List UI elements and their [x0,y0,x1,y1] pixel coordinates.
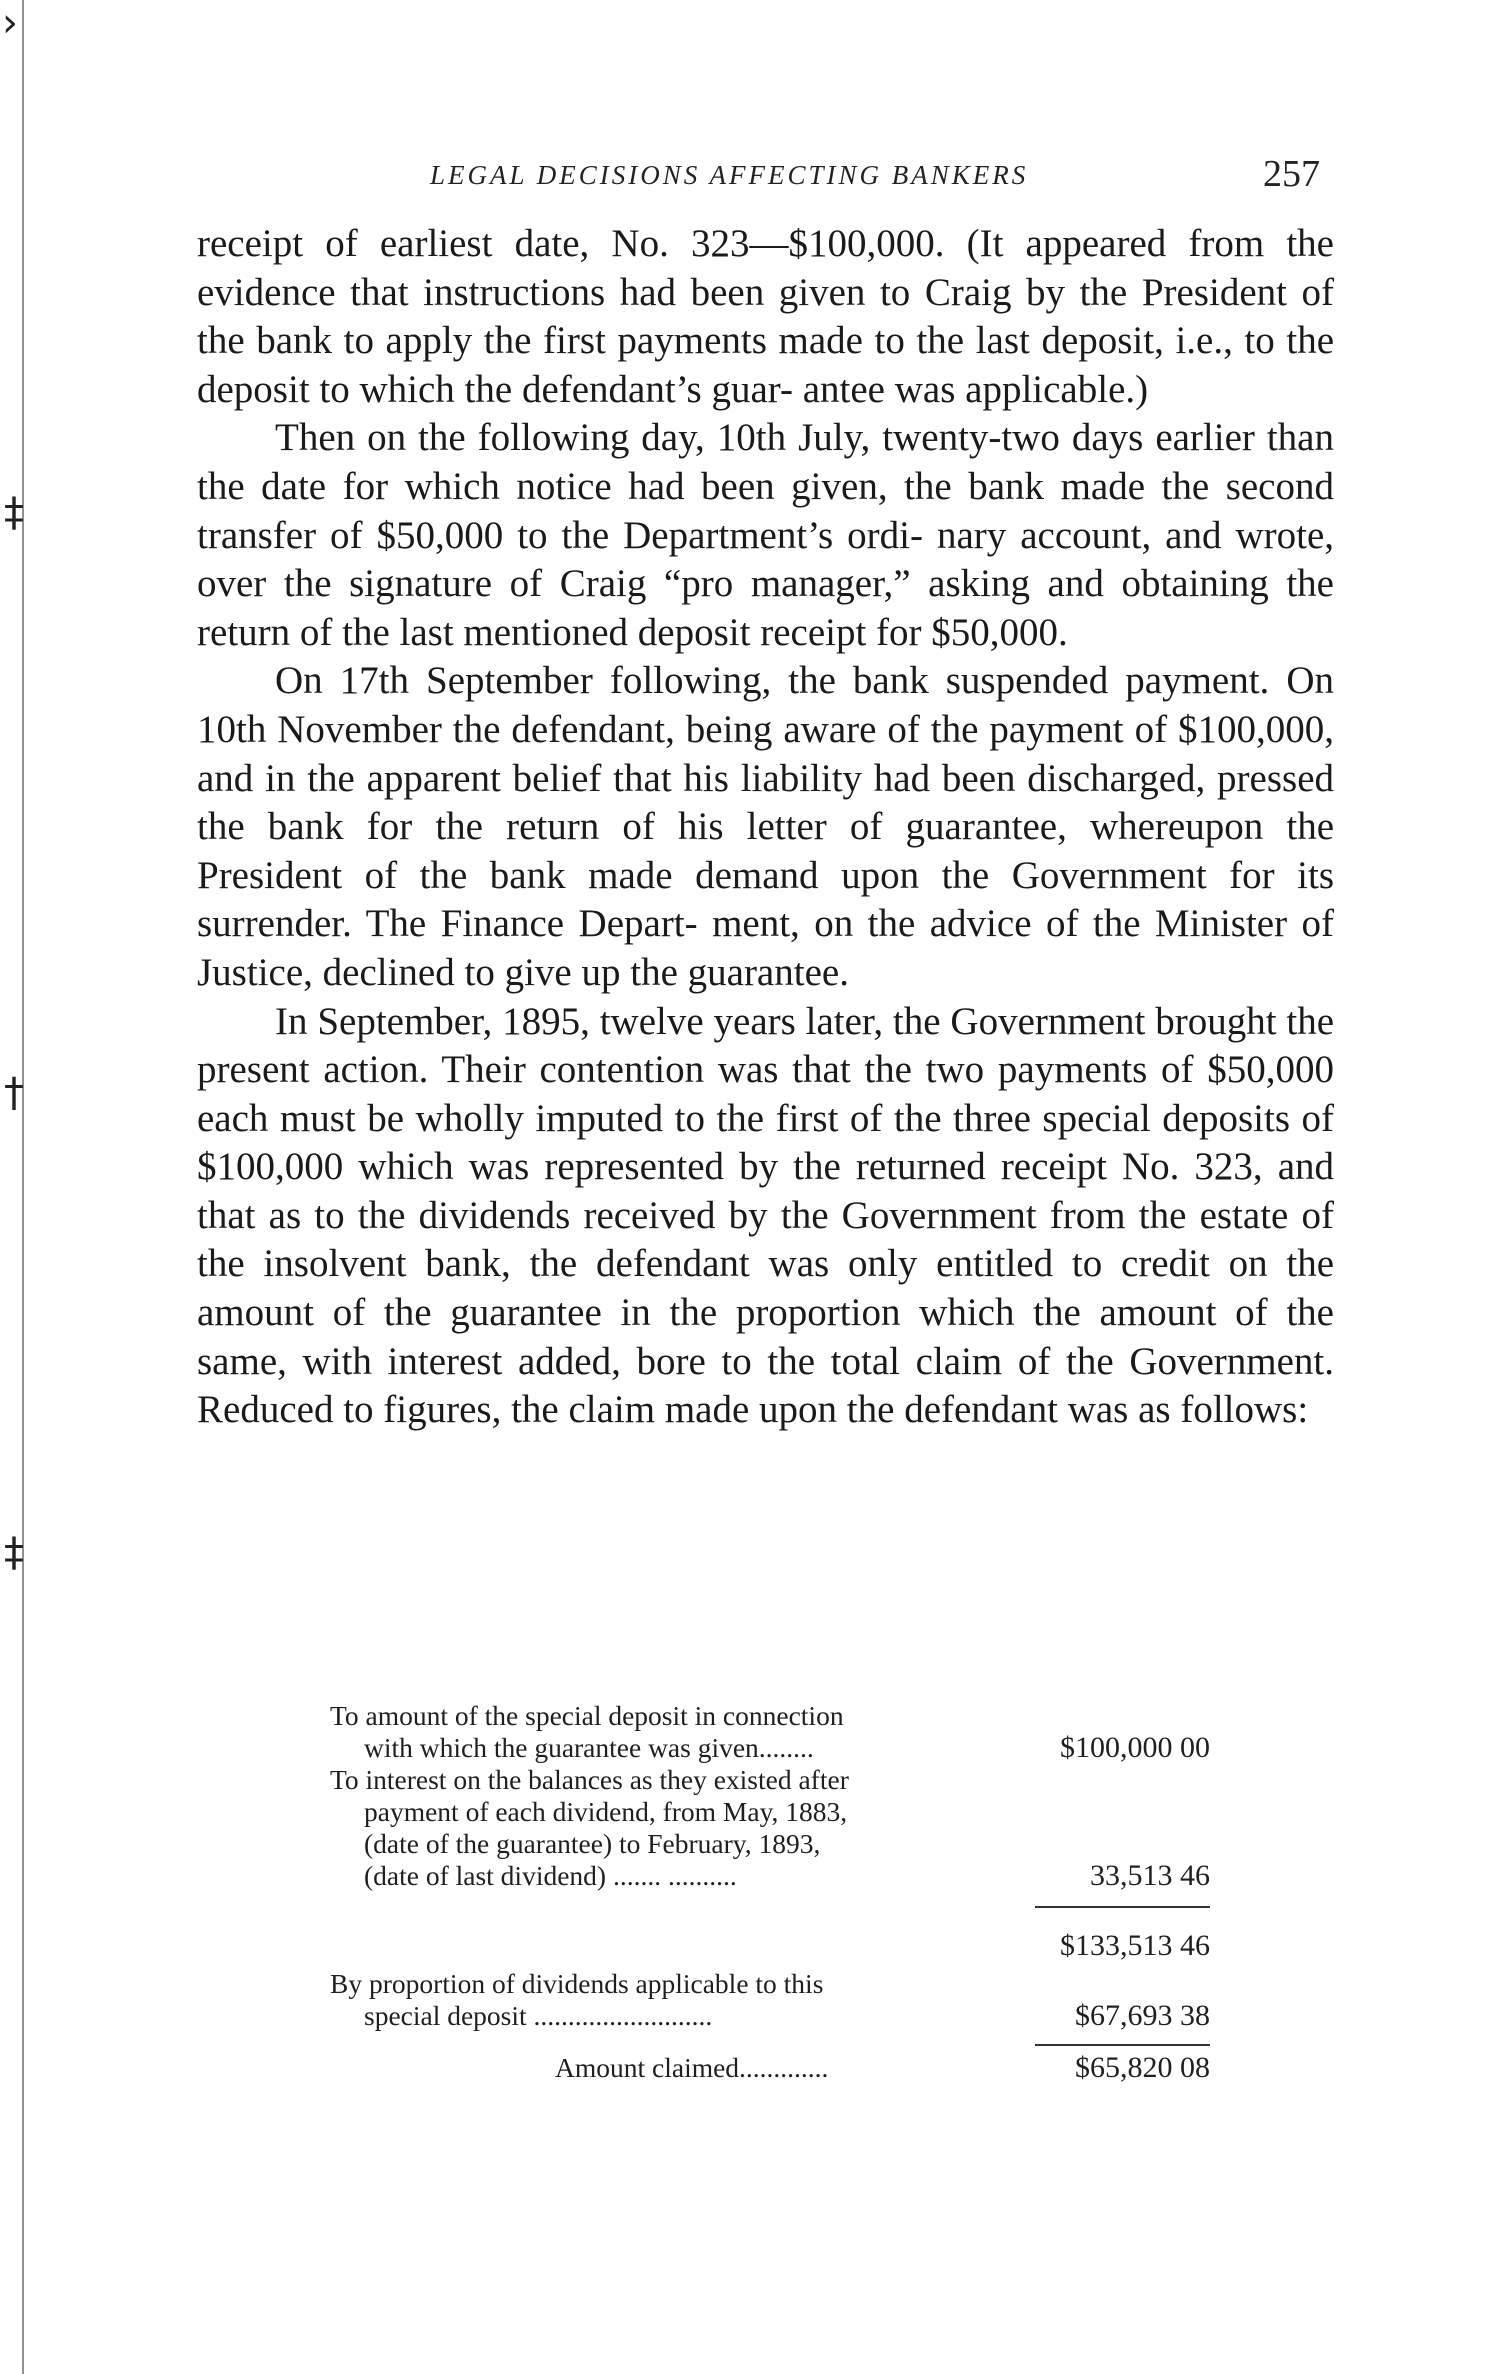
text-line: bank, the defendant was only entitled to credit on the amount [197,1242,1335,1335]
amount-claimed-value: $65,820 08 [1075,2051,1210,2084]
text-line: the three special deposits of $100,000 which was represented by [197,1096,1334,1189]
account-row-interest [330,1764,1210,1892]
text-line: antee was applicable.) [802,367,1149,411]
text-line: received by the Government from the estate of the insolvent [197,1193,1335,1286]
text-line: brought the present action. Their contention was that the two [197,999,1335,1092]
text-line: On 17th September following, the bank suspended payment. [275,659,1270,703]
account-row-subtotal [330,1914,1210,1968]
text-line: Reduced to figures, the claim made upon the defendant was as [197,1388,1171,1432]
page-number: 257 [1263,153,1320,195]
text-line: earlier than the date for which notice had been given, the bank [197,416,1334,508]
scan-artifact-mark: † [4,1070,24,1116]
text-line: last deposit, i.e., to the deposit to which the defendant’s guar- [197,319,1334,411]
paragraph [197,998,1334,1435]
text-line: ment, on the advice of the Minister of Justice, declined to give [197,902,1335,994]
account-rule-row [330,1892,1210,1914]
sum-rule [1035,1906,1210,1908]
amount-claimed-label: Amount claimed............. [555,2052,829,2083]
text-line: In September, 1895, twelve years later, the Government [275,999,1146,1043]
account-row-text: To interest on the balances as they existed after [330,1764,849,1795]
running-head: LEGAL DECISIONS AFFECTING BANKERS [430,160,1029,190]
text-line: the evidence that instructions had been given to Craig by the [197,222,1334,314]
text-line: up the guarantee. [581,950,849,994]
text-line: with interest added, bore to the total claim of the Government. [302,1339,1335,1383]
account-row-text: (date of last dividend) ....... .......... [364,1860,737,1891]
text-line: President of the bank to apply the first payments made to the [197,270,1334,363]
text-line: Then on the following day, 10th July, twenty-two days [275,416,1144,460]
text-line: the returned receipt No. 323, and that as to the dividends [197,1145,1334,1237]
account-row-text: with which the guarantee was given........ [364,1732,814,1763]
account-row-text: By proportion of dividends applicable to this [330,1968,824,1999]
account-row-deposit [330,1700,1210,1764]
paragraph [197,657,1334,997]
text-line: guarantee, whereupon the President of the bank made demand [197,805,1335,897]
text-line: receipt of earliest date, No. 323—$100,000. (It appeared from [197,222,1265,265]
account-row-dividends [330,1968,1210,2032]
account-row-text: (date of the guarantee) to February, 1893, [364,1828,821,1859]
text-line: On 10th November the defendant, being aware of the payment [197,659,1334,751]
text-line: deposit receipt for $50,000. [637,610,1068,654]
account-row-total [330,2052,1210,2084]
scan-artifact-mark: ‡ [4,490,24,536]
text-line: nary account, and wrote, over the signature of Craig “pro [197,513,1335,606]
account-row-text: payment of each dividend, from May, 1883, [364,1796,848,1827]
statement-of-account [330,1700,1210,2084]
text-line: made the second transfer of $50,000 to the Department’s ordi- [197,464,1334,557]
text-line: manager,” asking and obtaining the return of the last mentioned [197,562,1334,654]
body-text [197,220,1334,1435]
account-subtotal-amount: $133,513 46 [1060,1929,1210,1962]
text-line: upon the Government for its surrender. The Finance Depart- [197,853,1335,946]
total-rule [1035,2044,1210,2046]
account-row-text: To amount of the special deposit in connection [330,1700,844,1731]
text-line: of $100,000, and in the apparent belief that his liability had [197,707,1335,800]
scan-artifact-mark: › [2,0,18,46]
account-rule-row [330,2032,1210,2052]
account-row-text: special deposit .......................... [364,2000,713,2031]
account-amount: $100,000 00 [1060,1731,1210,1764]
scan-edge-line [22,0,24,2374]
paragraph [197,414,1334,657]
scan-artifact-mark: ‡ [4,1530,24,1576]
text-line: payments of $50,000 each must be wholly imputed to the first of [197,1048,1334,1140]
account-amount: $67,693 38 [1075,1999,1210,2032]
text-line: follows: [1180,1388,1309,1432]
text-line: of the guarantee in the proportion which the amount of the same, [197,1291,1334,1383]
text-line: been discharged, pressed the bank for the return of his letter of [197,756,1335,849]
paragraph [197,220,1334,414]
account-amount: 33,513 46 [1090,1859,1210,1892]
